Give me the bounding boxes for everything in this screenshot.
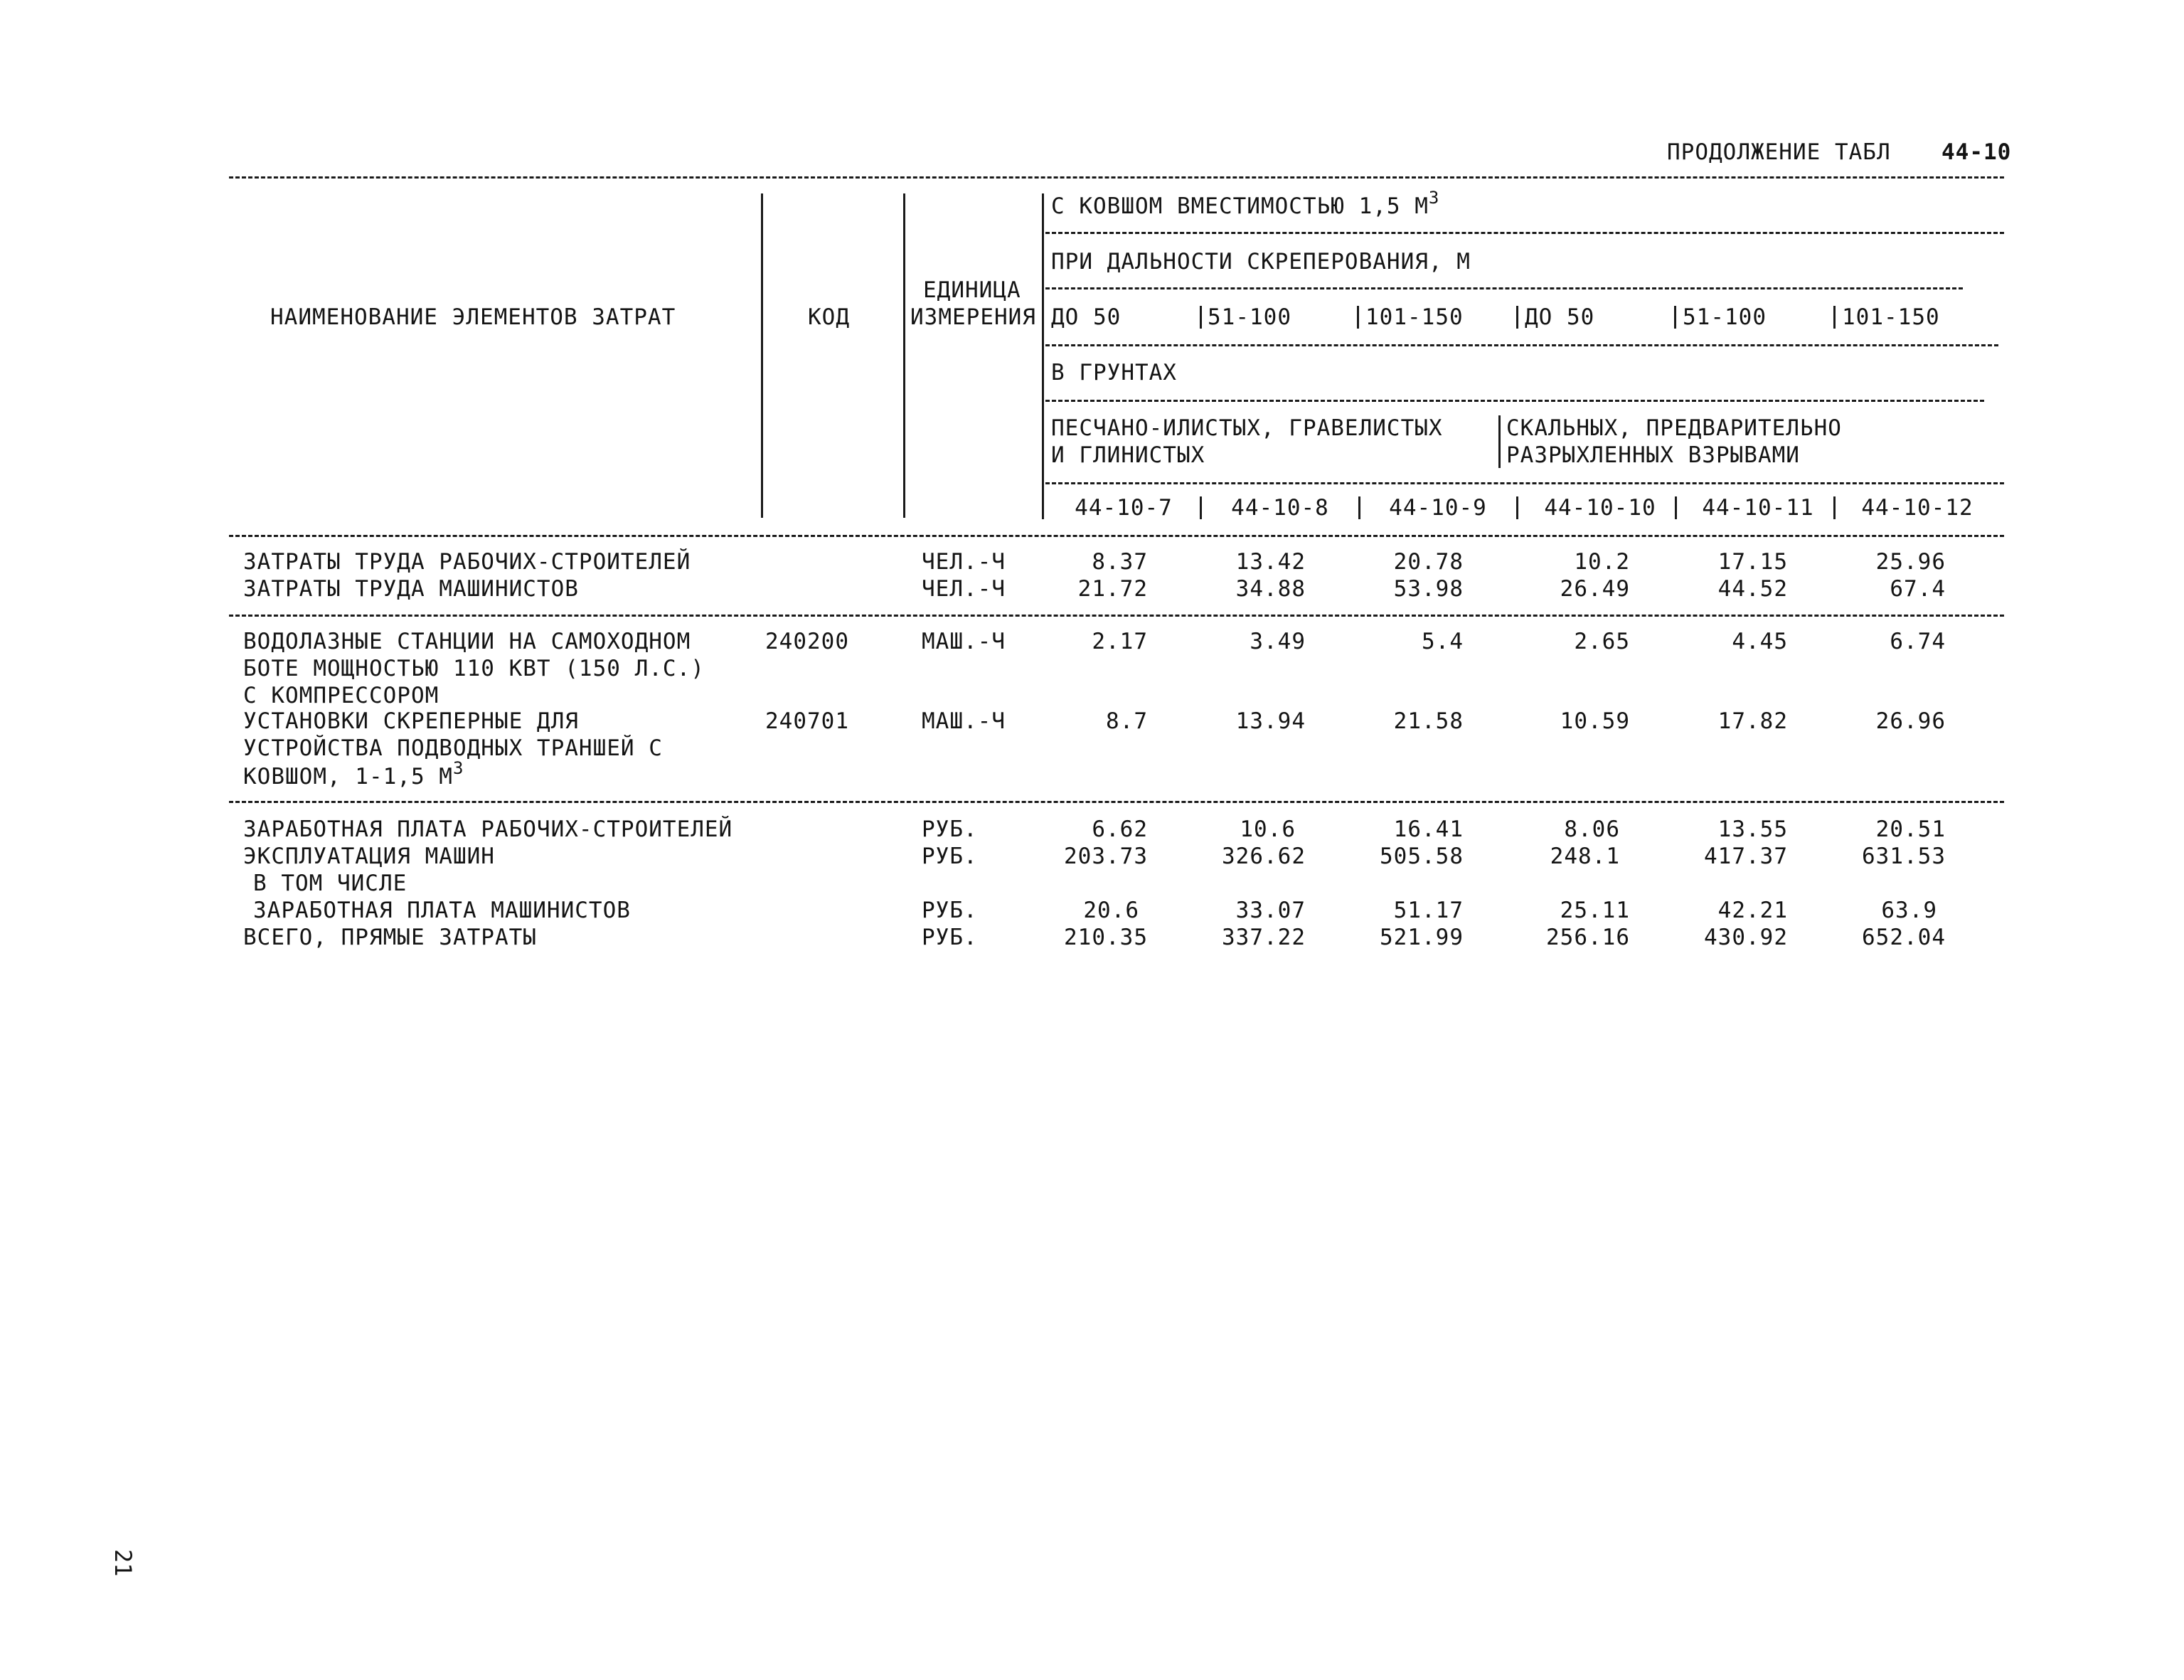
row-code: 240200 bbox=[765, 629, 849, 654]
header-separator-name-code bbox=[761, 193, 763, 518]
row-unit: РУБ. bbox=[922, 817, 978, 842]
row-value: 5.4 bbox=[1422, 629, 1464, 654]
distance-1: ДО 50 bbox=[1051, 304, 1122, 330]
row-name-line: УСТРОЙСТВА ПОДВОДНЫХ ТРАНШЕЙ С bbox=[243, 735, 663, 761]
distance-sep-5 bbox=[1674, 306, 1676, 329]
code-44-10-8: 44-10-8 bbox=[1231, 495, 1329, 521]
rule-header-4 bbox=[1045, 400, 1984, 402]
row-value: 34.88 bbox=[1235, 576, 1306, 602]
row-value: 248.1 bbox=[1550, 844, 1620, 869]
row-value: 652.04 bbox=[1862, 925, 1946, 950]
code-sep-3 bbox=[1358, 496, 1360, 519]
code-sep-6 bbox=[1833, 496, 1836, 519]
code-44-10-7: 44-10-7 bbox=[1075, 495, 1173, 521]
row-value: 256.16 bbox=[1546, 925, 1630, 950]
rule-section-2 bbox=[229, 801, 2004, 803]
row-value: 21.58 bbox=[1393, 708, 1464, 734]
distance-5: 51-100 bbox=[1683, 304, 1767, 330]
row-value: 53.98 bbox=[1393, 576, 1464, 602]
row-name-line: УСТАНОВКИ СКРЕПЕРНЫЕ ДЛЯ bbox=[243, 708, 579, 734]
row-value: 3.49 bbox=[1250, 629, 1306, 654]
soil-group-b-line2: РАЗРЫХЛЕННЫХ ВЗРЫВАМИ bbox=[1506, 442, 1800, 468]
row-value: 25.96 bbox=[1875, 549, 1946, 575]
row-value: 20.6 bbox=[1083, 898, 1139, 923]
row-value: 17.82 bbox=[1717, 708, 1788, 734]
row-value: 13.55 bbox=[1717, 817, 1788, 842]
row-unit: ЧЕЛ.-Ч bbox=[922, 576, 1006, 602]
row-value: 6.62 bbox=[1092, 817, 1148, 842]
code-44-10-12: 44-10-12 bbox=[1861, 495, 1973, 521]
row-name-line: С КОМПРЕССОРОМ bbox=[243, 683, 440, 708]
row-value: 26.49 bbox=[1560, 576, 1630, 602]
row-value: 51.17 bbox=[1393, 898, 1464, 923]
header-unit-column-line1: ЕДИНИЦА bbox=[923, 277, 1021, 303]
row-value: 21.72 bbox=[1077, 576, 1148, 602]
continuation-label: ПРОДОЛЖЕНИЕ ТАБЛ bbox=[1667, 139, 1891, 165]
row-name: ЗАТРАТЫ ТРУДА МАШИНИСТОВ bbox=[243, 576, 579, 602]
rule-header-1 bbox=[1045, 232, 2004, 234]
header-distance-caption: ПРИ ДАЛЬНОСТИ СКРЕПЕРОВАНИЯ, М bbox=[1051, 249, 1471, 275]
row-value: 203.73 bbox=[1064, 844, 1148, 869]
row-value: 505.58 bbox=[1380, 844, 1464, 869]
row-value: 26.96 bbox=[1875, 708, 1946, 734]
code-sep-2 bbox=[1200, 496, 1202, 519]
row-value: 8.37 bbox=[1092, 549, 1148, 575]
row-name: ЗАРАБОТНАЯ ПЛАТА РАБОЧИХ-СТРОИТЕЛЕЙ bbox=[243, 817, 733, 842]
row-unit: РУБ. bbox=[922, 844, 978, 869]
row-value: 210.35 bbox=[1064, 925, 1148, 950]
row-value: 6.74 bbox=[1890, 629, 1946, 654]
code-44-10-11: 44-10-11 bbox=[1702, 495, 1814, 521]
rule-header-5 bbox=[1045, 482, 2004, 484]
row-value: 25.11 bbox=[1560, 898, 1630, 923]
row-value: 4.45 bbox=[1732, 629, 1788, 654]
soil-group-b-line1: СКАЛЬНЫХ, ПРЕДВАРИТЕЛЬНО bbox=[1506, 415, 1842, 441]
row-name: ЗАРАБОТНАЯ ПЛАТА МАШИНИСТОВ bbox=[253, 898, 631, 923]
row-value: 63.9 bbox=[1881, 898, 1937, 923]
soil-group-a-line2: И ГЛИНИСТЫХ bbox=[1051, 442, 1205, 468]
rule-header-3 bbox=[1045, 344, 1998, 346]
row-name: ЗАТРАТЫ ТРУДА РАБОЧИХ-СТРОИТЕЛЕЙ bbox=[243, 549, 691, 575]
distance-sep-6 bbox=[1833, 306, 1836, 329]
rule-header-2 bbox=[1045, 287, 1963, 289]
distance-3: 101-150 bbox=[1365, 304, 1464, 330]
row-value: 10.6 bbox=[1240, 817, 1296, 842]
distance-4: ДО 50 bbox=[1525, 304, 1595, 330]
row-value: 33.07 bbox=[1235, 898, 1306, 923]
header-unit-column-line2: ИЗМЕРЕНИЯ bbox=[910, 304, 1036, 330]
row-value: 521.99 bbox=[1380, 925, 1464, 950]
rule-header-bottom bbox=[229, 535, 2004, 537]
row-value: 2.65 bbox=[1574, 629, 1630, 654]
distance-sep-4 bbox=[1516, 306, 1518, 329]
distance-2: 51-100 bbox=[1208, 304, 1291, 330]
code-sep-4 bbox=[1516, 496, 1518, 519]
row-name: ВСЕГО, ПРЯМЫЕ ЗАТРАТЫ bbox=[243, 925, 537, 950]
row-name: ЭКСПЛУАТАЦИЯ МАШИН bbox=[243, 844, 495, 869]
header-separator-code-unit bbox=[903, 193, 905, 518]
soil-group-a-line1: ПЕСЧАНО-ИЛИСТЫХ, ГРАВЕЛИСТЫХ bbox=[1051, 415, 1443, 441]
row-unit: ЧЕЛ.-Ч bbox=[922, 549, 1006, 575]
row-value: 20.78 bbox=[1393, 549, 1464, 575]
code-44-10-9: 44-10-9 bbox=[1389, 495, 1487, 521]
header-soil-caption: В ГРУНТАХ bbox=[1051, 360, 1177, 386]
row-unit: МАШ.-Ч bbox=[922, 629, 1006, 654]
row-value: 17.15 bbox=[1717, 549, 1788, 575]
row-value: 10.59 bbox=[1560, 708, 1630, 734]
row-value: 10.2 bbox=[1574, 549, 1630, 575]
row-value: 13.94 bbox=[1235, 708, 1306, 734]
row-value: 430.92 bbox=[1704, 925, 1788, 950]
row-value: 326.62 bbox=[1222, 844, 1306, 869]
row-value: 337.22 bbox=[1222, 925, 1306, 950]
row-value: 20.51 bbox=[1875, 817, 1946, 842]
row-value: 42.21 bbox=[1717, 898, 1788, 923]
row-name: В ТОМ ЧИСЛЕ bbox=[253, 871, 407, 896]
row-unit: РУБ. bbox=[922, 925, 978, 950]
table-id: 44-10 bbox=[1941, 139, 2012, 165]
row-name-line: ВОДОЛАЗНЫЕ СТАНЦИИ НА САМОХОДНОМ bbox=[243, 629, 691, 654]
header-separator-unit-values bbox=[1042, 193, 1044, 518]
distance-sep-2 bbox=[1200, 306, 1202, 329]
row-value: 631.53 bbox=[1862, 844, 1946, 869]
row-name-line-with-sup: КОВШОМ, 1-1,5 $М^3$ bbox=[243, 758, 464, 790]
header-name-column: НАИМЕНОВАНИЕ ЭЛЕМЕНТОВ ЗАТРАТ bbox=[270, 304, 676, 330]
row-name-line: БОТЕ МОЩНОСТЬЮ 110 КВТ (150 Л.С.) bbox=[243, 656, 705, 681]
row-value: 13.42 bbox=[1235, 549, 1306, 575]
row-value: 44.52 bbox=[1717, 576, 1788, 602]
row-code: 240701 bbox=[765, 708, 849, 734]
row-unit: МАШ.-Ч bbox=[922, 708, 1006, 734]
row-value: 417.37 bbox=[1704, 844, 1788, 869]
code-44-10-10: 44-10-10 bbox=[1544, 495, 1656, 521]
page-number: 21 bbox=[110, 1549, 137, 1577]
distance-sep-3 bbox=[1357, 306, 1359, 329]
row-unit: РУБ. bbox=[922, 898, 978, 923]
rule-top bbox=[229, 176, 2004, 179]
code-sep-5 bbox=[1675, 496, 1677, 519]
header-code-column: КОД bbox=[808, 304, 850, 330]
soil-group-sep bbox=[1498, 415, 1501, 468]
row-value: 16.41 bbox=[1393, 817, 1464, 842]
row-value: 67.4 bbox=[1890, 576, 1946, 602]
distance-6: 101-150 bbox=[1842, 304, 1940, 330]
header-bucket-caption: С КОВШОМ ВМЕСТИМОСТЬЮ 1,5 $М^3$ bbox=[1051, 188, 1440, 219]
row-value: 8.7 bbox=[1106, 708, 1148, 734]
code-sep-1 bbox=[1042, 496, 1044, 519]
rule-section-1 bbox=[229, 615, 2004, 617]
row-value: 2.17 bbox=[1092, 629, 1148, 654]
row-value: 8.06 bbox=[1564, 817, 1620, 842]
